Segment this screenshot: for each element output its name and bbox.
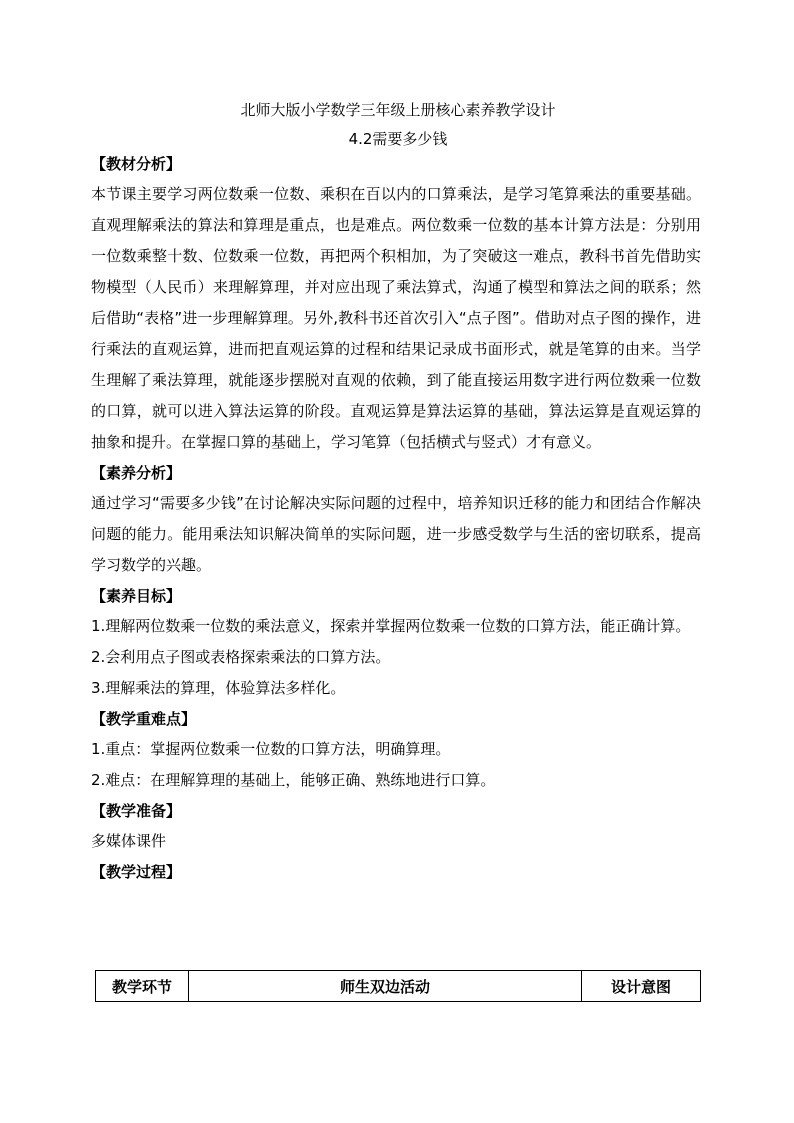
process-table: [95, 970, 701, 1002]
goal-item-3: 3.理解乘法的算理，体验算法多样化。: [91, 679, 346, 697]
goal-item-2: 2.会利用点子图或表格探索乘法的口算方法。: [91, 648, 391, 666]
document-page: [91, 100, 701, 887]
section-heading-textbook-analysis: 【教材分析】: [91, 155, 182, 173]
table-header-activities: 师生双边活动: [189, 971, 582, 1002]
table-header-row: [96, 971, 701, 1002]
table-header-stage: 教学环节: [96, 971, 189, 1002]
section-heading-preparation: 【教学准备】: [91, 802, 182, 820]
key-point-2: 2.难点：在理解算理的基础上，能够正确、熟练地进行口算。: [91, 771, 496, 789]
section-heading-literacy-goals: 【素养目标】: [91, 587, 182, 605]
key-point-1: 1.重点：掌握两位数乘一位数的口算方法，明确算理。: [91, 740, 451, 758]
section-heading-process: 【教学过程】: [91, 863, 182, 881]
section-text-textbook-analysis: 本节课主要学习两位数乘一位数、乘积在百以内的口算乘法，是学习笔算乘法的重要基础。直观理解乘法的算法和算理是重点，也是难点。两位数乘一位数的基本计算方法是：分别用一位数乘整十数、位数乘一位数，再把两个积相加，为了突破这一难点，教科书首先借助实物模型（人民币）来理解算理，并对应出现了乘法算式，沟通了模型和算法之间的联系；然后借助“表格”进一步理解算理。另外,教科书还首次引入“点子图”。借助对点子图的操作，进行乘法的直观运算，进而把直观运算的过程和结果记录成书面形式，就是笔算的由来。当学生理解了乘法算理，就能逐步摆脱对直观的依赖，到了能直接运用数字进行两位数乘一位数的口算，就可以进入算法运算的阶段。直观运算是算法运算的基础，算法运算是直观运算的抽象和提升。在掌握口算的基础上，学习笔算（包括横式与竖式）才有意义。: [91, 185, 701, 451]
document-title: 北师大版小学数学三年级上册核心素养教学设计: [240, 101, 556, 119]
goal-item-1: 1.理解两位数乘一位数的乘法意义，探索并掌握两位数乘一位数的口算方法，能正确计算。: [91, 617, 691, 635]
document-subtitle: 4.2需要多少钱: [348, 130, 448, 148]
section-heading-key-points: 【教学重难点】: [91, 710, 197, 728]
section-heading-literacy-analysis: 【素养分析】: [91, 464, 182, 482]
table-header-intent: 设计意图: [582, 971, 701, 1002]
preparation-text: 多媒体课件: [91, 832, 167, 850]
section-text-literacy-analysis: 通过学习“需要多少钱”在讨论解决实际问题的过程中，培养知识迁移的能力和团结合作解决问题的能力。能用乘法知识解决简单的实际问题，进一步感受数学与生活的密切联系，提高学习数学的兴趣。: [91, 494, 701, 574]
